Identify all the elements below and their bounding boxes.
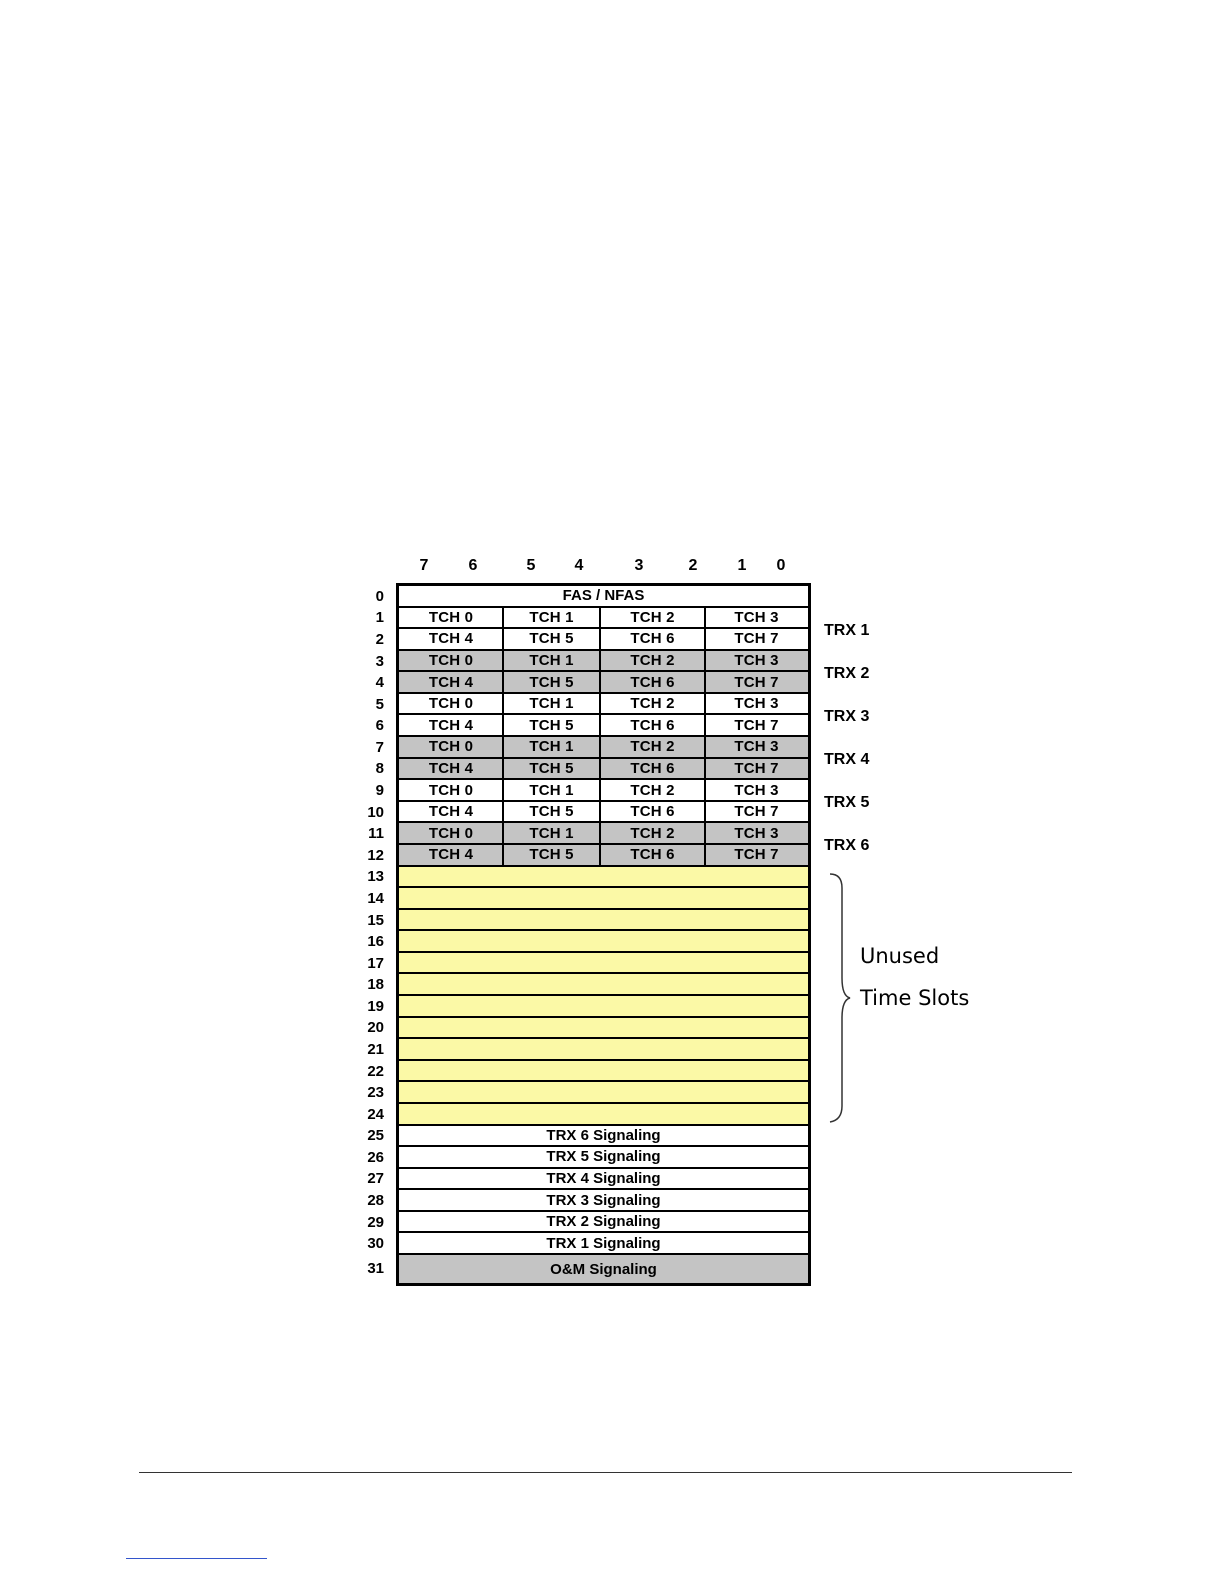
timeslot-row xyxy=(399,1255,808,1283)
timeslot-number: 2 xyxy=(375,630,384,648)
bit-label: 3 xyxy=(634,557,644,574)
tch-cell: TCH 7 xyxy=(734,803,779,821)
tch-cell: TCH 6 xyxy=(630,803,675,821)
timeslot-number: 28 xyxy=(367,1192,384,1210)
tch-cell: TCH 2 xyxy=(630,608,675,626)
tch-cell: TCH 5 xyxy=(529,846,574,864)
tch-cell: TCH 6 xyxy=(630,846,675,864)
tch-cell: TCH 5 xyxy=(529,673,574,691)
timeslot-row xyxy=(399,586,808,608)
bit-label: 7 xyxy=(419,557,429,574)
cell-divider xyxy=(502,694,504,714)
tch-cell: TCH 5 xyxy=(529,716,574,734)
timeslot-row xyxy=(399,974,808,996)
tch-cell: TCH 1 xyxy=(529,608,574,626)
cell-divider xyxy=(502,672,504,692)
timeslot-row xyxy=(399,780,808,802)
timeslot-number: 22 xyxy=(367,1062,384,1080)
cell-divider xyxy=(704,629,706,649)
cell-divider xyxy=(599,672,601,692)
cell-divider xyxy=(704,802,706,822)
timeslot-row xyxy=(399,1018,808,1040)
tch-cell: TCH 3 xyxy=(734,781,779,799)
cell-divider xyxy=(502,845,504,865)
tch-cell: TCH 0 xyxy=(428,738,474,756)
timeslot-number: 9 xyxy=(375,782,384,800)
timeslot-label: TRX 6 Signaling xyxy=(546,1126,661,1144)
cell-divider xyxy=(599,802,601,822)
timeslot-row xyxy=(399,737,808,759)
tch-cell: TCH 4 xyxy=(428,630,474,648)
cell-divider xyxy=(599,608,601,628)
tch-cell: TCH 3 xyxy=(734,695,779,713)
tch-cell: TCH 4 xyxy=(428,716,474,734)
bit-position-header xyxy=(0,557,1224,577)
cell-divider xyxy=(704,759,706,779)
tch-cell: TCH 7 xyxy=(734,630,779,648)
timeslot-label: TRX 4 Signaling xyxy=(546,1169,661,1187)
trx-label: TRX 6 xyxy=(824,837,870,854)
tch-cell: TCH 4 xyxy=(428,803,474,821)
cell-divider xyxy=(704,780,706,800)
tch-cell: TCH 1 xyxy=(529,695,574,713)
tch-cell: TCH 7 xyxy=(734,759,779,777)
timeslot-number: 3 xyxy=(375,652,384,670)
cell-divider xyxy=(599,651,601,671)
timeslot-number: 16 xyxy=(367,933,384,951)
tch-cell: TCH 6 xyxy=(630,673,675,691)
cell-divider xyxy=(704,672,706,692)
timeslot-number: 8 xyxy=(375,760,384,778)
timeslot-row xyxy=(399,1082,808,1104)
footer-divider xyxy=(139,1472,1072,1473)
timeslot-number: 13 xyxy=(367,868,384,886)
timeslot-number: 10 xyxy=(367,803,384,821)
timeslot-row xyxy=(399,823,808,845)
cell-divider xyxy=(704,694,706,714)
timeslot-number: 20 xyxy=(367,1019,384,1037)
timeslot-row xyxy=(399,888,808,910)
cell-divider xyxy=(502,737,504,757)
timeslot-number: 21 xyxy=(367,1040,384,1058)
curly-brace-icon xyxy=(824,870,854,1126)
tch-cell: TCH 0 xyxy=(428,824,474,842)
timeslot-number: 25 xyxy=(367,1127,384,1145)
timeslot-number: 30 xyxy=(367,1235,384,1253)
bit-label: 0 xyxy=(776,557,786,574)
timeslot-number: 4 xyxy=(375,674,384,692)
tch-cell: TCH 6 xyxy=(630,716,675,734)
timeslot-number: 19 xyxy=(367,997,384,1015)
bit-label: 2 xyxy=(688,557,698,574)
timeslot-row xyxy=(399,608,808,630)
cell-divider xyxy=(704,823,706,843)
unused-label-line2: Time Slots xyxy=(860,986,970,1010)
tch-cell: TCH 2 xyxy=(630,781,675,799)
timeslot-row xyxy=(399,1233,808,1255)
cell-divider xyxy=(599,759,601,779)
footer-link-underline xyxy=(126,1558,267,1559)
timeslot-row xyxy=(399,715,808,737)
trx-label: TRX 5 xyxy=(824,794,870,811)
tch-cell: TCH 1 xyxy=(529,824,574,842)
cell-divider xyxy=(599,823,601,843)
bit-label: 1 xyxy=(737,557,747,574)
timeslot-number: 6 xyxy=(375,717,384,735)
tch-cell: TCH 7 xyxy=(734,846,779,864)
tch-cell: TCH 5 xyxy=(529,759,574,777)
timeslot-label: TRX 3 Signaling xyxy=(546,1191,661,1209)
tch-cell: TCH 2 xyxy=(630,652,675,670)
cell-divider xyxy=(599,737,601,757)
cell-divider xyxy=(502,780,504,800)
cell-divider xyxy=(704,651,706,671)
timeslot-row xyxy=(399,1190,808,1212)
timeslot-number: 5 xyxy=(375,695,384,713)
timeslot-number: 23 xyxy=(367,1084,384,1102)
tch-cell: TCH 3 xyxy=(734,608,779,626)
trx-label: TRX 1 xyxy=(824,622,870,639)
tch-cell: TCH 2 xyxy=(630,695,675,713)
tch-cell: TCH 1 xyxy=(529,781,574,799)
tch-cell: TCH 0 xyxy=(428,695,474,713)
cell-divider xyxy=(599,715,601,735)
timeslot-number: 0 xyxy=(375,587,384,605)
timeslot-number: 7 xyxy=(375,738,384,756)
tch-cell: TCH 4 xyxy=(428,846,474,864)
cell-divider xyxy=(599,780,601,800)
tch-cell: TCH 1 xyxy=(529,652,574,670)
cell-divider xyxy=(502,802,504,822)
timeslot-label: TRX 2 Signaling xyxy=(546,1213,661,1231)
timeslot-number: 11 xyxy=(368,825,384,843)
tch-cell: TCH 5 xyxy=(529,803,574,821)
tch-cell: TCH 3 xyxy=(734,824,779,842)
timeslot-row xyxy=(399,629,808,651)
tch-cell: TCH 6 xyxy=(630,759,675,777)
timeslot-row xyxy=(399,953,808,975)
trx-label: TRX 2 xyxy=(824,665,870,682)
tch-cell: TCH 7 xyxy=(734,716,779,734)
cell-divider xyxy=(599,629,601,649)
bit-label: 4 xyxy=(574,557,584,574)
timeslot-label: FAS / NFAS xyxy=(562,587,645,605)
timeslot-row xyxy=(399,1061,808,1083)
cell-divider xyxy=(502,823,504,843)
timeslot-row xyxy=(399,996,808,1018)
cell-divider xyxy=(502,629,504,649)
timeslot-row xyxy=(399,1169,808,1191)
timeslot-row xyxy=(399,1212,808,1234)
timeslot-row xyxy=(399,867,808,889)
tch-cell: TCH 5 xyxy=(529,630,574,648)
timeslot-number: 31 xyxy=(367,1260,384,1277)
timeslot-row xyxy=(399,1104,808,1126)
cell-divider xyxy=(599,845,601,865)
tch-cell: TCH 0 xyxy=(428,608,474,626)
cell-divider xyxy=(502,608,504,628)
timeslot-label: TRX 1 Signaling xyxy=(546,1234,661,1252)
tch-cell: TCH 0 xyxy=(428,781,474,799)
trx-label: TRX 4 xyxy=(824,751,870,768)
tch-cell: TCH 3 xyxy=(734,738,779,756)
timeslot-number: 1 xyxy=(375,609,384,627)
bit-label: 6 xyxy=(468,557,478,574)
timeslot-row xyxy=(399,845,808,867)
timeslot-row xyxy=(399,931,808,953)
timeslot-number: 12 xyxy=(367,846,384,864)
tch-cell: TCH 1 xyxy=(529,738,574,756)
timeslot-number: 29 xyxy=(367,1213,384,1231)
tch-cell: TCH 3 xyxy=(734,652,779,670)
tch-cell: TCH 0 xyxy=(428,652,474,670)
cell-divider xyxy=(704,737,706,757)
timeslot-number: 26 xyxy=(367,1148,384,1166)
tch-cell: TCH 6 xyxy=(630,630,675,648)
cell-divider xyxy=(502,715,504,735)
timeslot-row xyxy=(399,910,808,932)
cell-divider xyxy=(599,694,601,714)
timeslot-label: TRX 5 Signaling xyxy=(546,1148,661,1166)
tch-cell: TCH 7 xyxy=(734,673,779,691)
timeslot-number: 27 xyxy=(367,1170,384,1188)
e1-frame-diagram xyxy=(396,583,811,1286)
timeslot-number: 18 xyxy=(367,976,384,994)
tch-cell: TCH 4 xyxy=(428,759,474,777)
bit-label: 5 xyxy=(526,557,536,574)
unused-label-line1: Unused xyxy=(860,944,940,968)
tch-cell: TCH 4 xyxy=(428,673,474,691)
timeslot-row xyxy=(399,1147,808,1169)
cell-divider xyxy=(704,608,706,628)
trx-label: TRX 3 xyxy=(824,708,870,725)
timeslot-number: 15 xyxy=(367,911,384,929)
timeslot-number: 24 xyxy=(367,1105,384,1123)
tch-cell: TCH 2 xyxy=(630,738,675,756)
timeslot-row xyxy=(399,1126,808,1148)
cell-divider xyxy=(704,845,706,865)
timeslot-row xyxy=(399,1039,808,1061)
timeslot-row xyxy=(399,759,808,781)
cell-divider xyxy=(704,715,706,735)
timeslot-row xyxy=(399,672,808,694)
timeslot-number: 14 xyxy=(367,889,384,907)
timeslot-row xyxy=(399,651,808,673)
timeslot-label: O&M Signaling xyxy=(550,1260,657,1278)
cell-divider xyxy=(502,759,504,779)
tch-cell: TCH 2 xyxy=(630,824,675,842)
timeslot-number: 17 xyxy=(367,954,384,972)
timeslot-row xyxy=(399,802,808,824)
timeslot-row xyxy=(399,694,808,716)
cell-divider xyxy=(502,651,504,671)
